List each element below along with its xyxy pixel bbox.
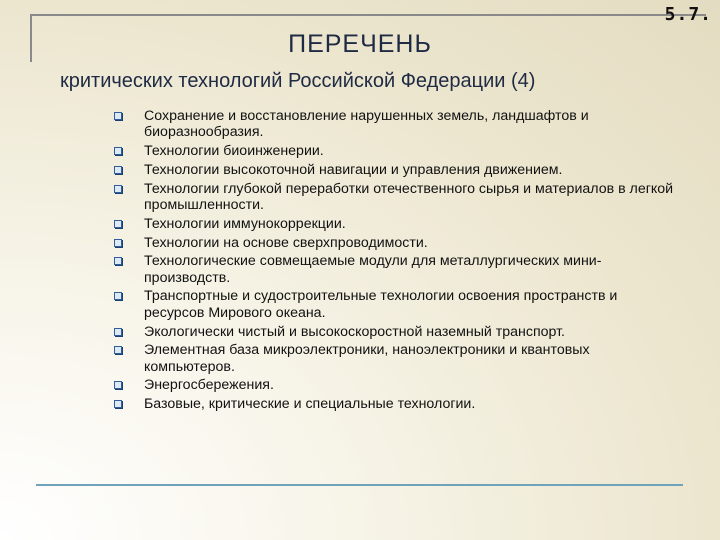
list-item-text: Сохранение и восстановление нарушенных земель, ландшафтов и биоразнообразия. bbox=[144, 108, 589, 141]
square-bullet-icon bbox=[114, 328, 122, 336]
list-item-text: Технологии на основе сверхпроводимости. bbox=[144, 234, 428, 251]
square-bullet-icon bbox=[114, 346, 122, 354]
square-bullet-icon bbox=[114, 185, 122, 193]
list-item bbox=[114, 324, 674, 340]
list-item bbox=[114, 162, 674, 178]
bottom-divider bbox=[36, 484, 683, 486]
list-item-text: Технологии высокоточной навигации и управления движением. bbox=[144, 161, 563, 178]
list-item bbox=[114, 143, 674, 159]
list-item bbox=[114, 288, 674, 321]
list-item-text: Транспортные и судостроительные технологии освоения пространств и ресурсов Мирового океана. bbox=[144, 288, 618, 321]
list-item bbox=[114, 216, 674, 232]
slide-number: 5.7. bbox=[664, 4, 712, 25]
technology-list bbox=[114, 108, 674, 415]
slide-title: ПЕРЕЧЕНЬ bbox=[288, 30, 432, 58]
list-item-text: Базовые, критические и специальные технологии. bbox=[144, 396, 476, 413]
square-bullet-icon bbox=[114, 239, 122, 247]
list-item bbox=[114, 253, 674, 286]
list-item-text: Технологические совмещаемые модули для металлургических мини-производств. bbox=[144, 253, 602, 286]
list-item bbox=[114, 108, 674, 141]
list-item bbox=[114, 377, 674, 393]
square-bullet-icon bbox=[114, 147, 122, 155]
list-item-text: Энергосбережения. bbox=[144, 377, 274, 394]
list-item-text: Элементная база микроэлектроники, наноэлектроники и квантовых компьютеров. bbox=[144, 342, 590, 375]
list-item-text: Экологически чистый и высокоскоростной наземный транспорт. bbox=[144, 323, 565, 340]
square-bullet-icon bbox=[114, 166, 122, 174]
list-item bbox=[114, 342, 674, 375]
square-bullet-icon bbox=[114, 400, 122, 408]
list-item bbox=[114, 396, 674, 412]
list-item bbox=[114, 235, 674, 251]
square-bullet-icon bbox=[114, 220, 122, 228]
square-bullet-icon bbox=[114, 257, 122, 265]
frame-top-line bbox=[30, 14, 706, 16]
list-item-text: Технологии биоинженерии. bbox=[144, 143, 324, 160]
slide-subtitle: критических технологий Российской Федерации (4) bbox=[60, 70, 536, 92]
list-item bbox=[114, 181, 674, 214]
list-item-text: Технологии иммунокоррекции. bbox=[144, 215, 346, 232]
square-bullet-icon bbox=[114, 381, 122, 389]
square-bullet-icon bbox=[114, 292, 122, 300]
square-bullet-icon bbox=[114, 112, 122, 120]
list-item-text: Технологии глубокой переработки отечественного сырья и материалов в легкой промышленности. bbox=[144, 180, 674, 213]
